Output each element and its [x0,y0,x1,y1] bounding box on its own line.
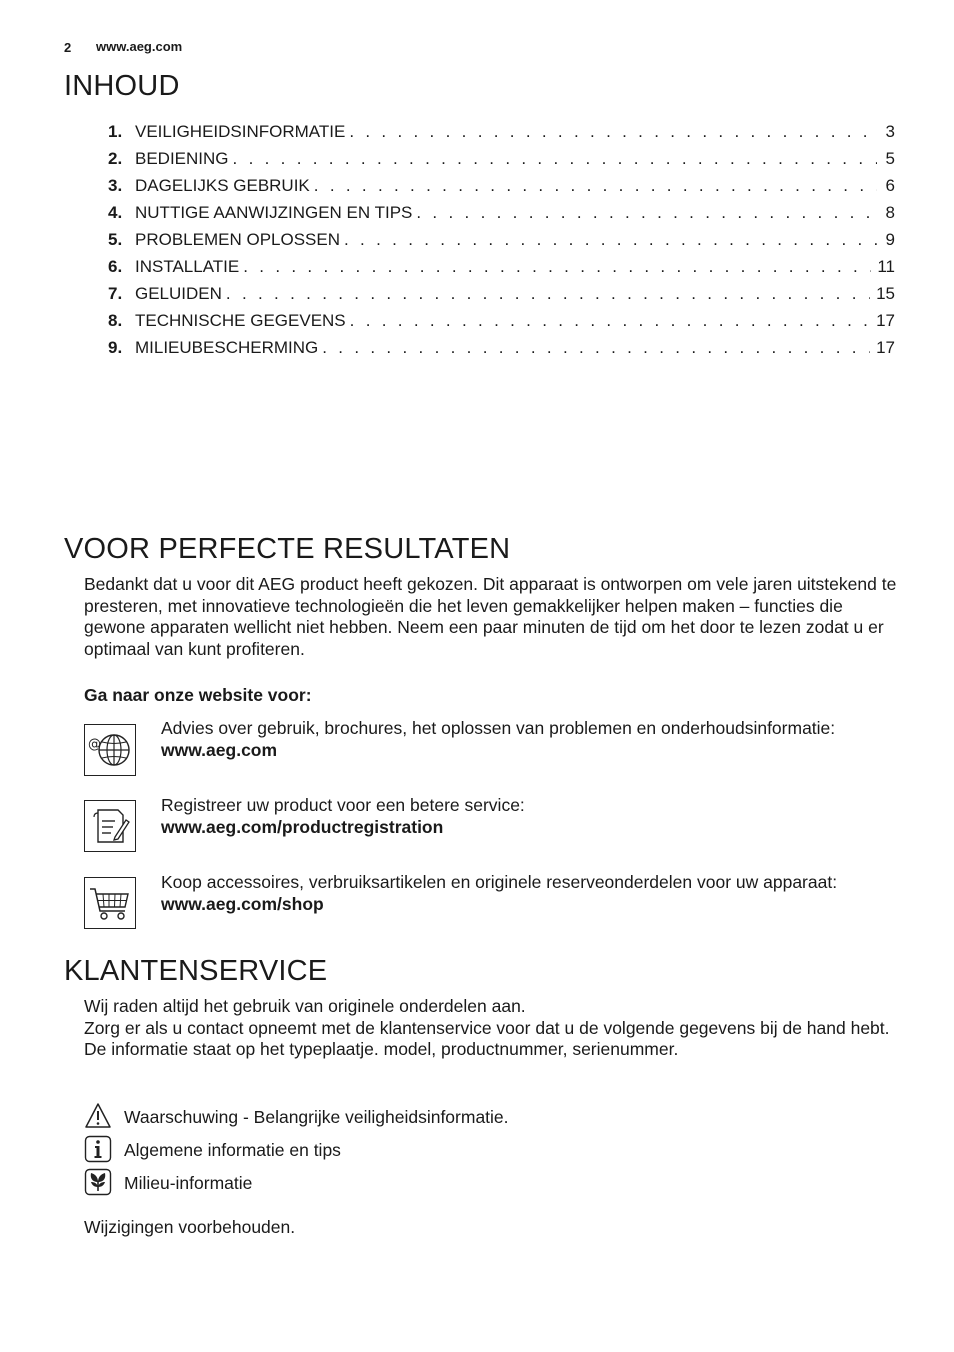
results-heading: VOOR PERFECTE RESULTATEN [64,533,511,565]
product-registration-link[interactable]: www.aeg.com/productregistration [161,816,444,837]
legend-environment-text: Milieu-informatie [124,1173,253,1193]
toc-page: 15 [876,284,895,303]
toc-number: 3. [108,176,123,195]
product-registration-text: Registreer uw product voor een betere service: [161,795,525,815]
toc-number: 9. [108,338,123,357]
service-heading: KLANTENSERVICE [64,955,328,987]
environment-icon [84,1168,112,1196]
registration-document-icon [84,800,136,852]
legend-warning-text: Waarschuwing - Belangrijke veiligheidsinformatie. [124,1107,509,1127]
website-support-link[interactable]: www.aeg.com [161,739,278,760]
toc-title: BEDIENING [135,149,229,168]
toc-row[interactable] [108,311,895,338]
toc-leader [350,311,870,331]
toc-number: 1. [108,122,123,141]
svg-text:@: @ [88,737,101,752]
shop-link[interactable]: www.aeg.com/shop [161,893,324,914]
service-line: Wij raden altijd het gebruik van originele onderdelen aan. [84,996,526,1016]
header-website[interactable]: www.aeg.com [96,39,183,54]
legend-info-text: Algemene informatie en tips [124,1140,341,1160]
info-icon [84,1135,112,1163]
toc-number: 2. [108,149,123,168]
changes-notice: Wijzigingen voorbehouden. [84,1217,296,1237]
table-of-contents [108,122,895,365]
toc-page: 8 [885,203,895,222]
toc-leader [314,176,877,196]
toc-page: 17 [876,311,895,330]
toc-page: 9 [885,230,895,249]
website-support-text: Advies over gebruik, brochures, het oplossen van problemen en onderhoudsinformatie: [161,718,836,738]
toc-row[interactable] [108,338,895,365]
toc-row[interactable] [108,284,895,311]
service-line: De informatie staat op het typeplaatje. model, productnummer, serienummer. [84,1039,679,1059]
service-paragraph [84,996,904,1061]
toc-number: 8. [108,311,123,330]
toc-title: TECHNISCHE GEGEVENS [135,311,346,330]
legend-warning [84,1102,684,1130]
toc-number: 4. [108,203,123,222]
toc-page: 3 [885,122,895,141]
toc-page: 6 [885,176,895,195]
toc-page: 5 [885,149,895,168]
toc-page: 11 [877,257,895,276]
toc-leader [349,122,877,142]
toc-page: 17 [876,338,895,357]
legend-environment [84,1168,684,1196]
toc-title: INSTALLATIE [135,257,240,276]
toc-row[interactable] [108,257,895,284]
toc-title: PROBLEMEN OPLOSSEN [135,230,341,249]
toc-row[interactable] [108,203,895,230]
legend-info [84,1135,684,1163]
toc-title: MILIEUBESCHERMING [135,338,319,357]
shop-text: Koop accessoires, verbruiksartikelen en originele reserveonderdelen voor uw apparaat: [161,872,838,892]
toc-leader [226,284,870,304]
contents-heading: INHOUD [64,70,180,102]
toc-number: 6. [108,257,123,276]
toc-leader [243,257,871,277]
intro-paragraph: Bedankt dat u voor dit AEG product heeft gekozen. Dit apparaat is ontworpen om vele jaren uitstekend te presteren, met innovatieve technologieën die het leven gemakkelijker helpen maken – functies die gewone apparaten wellicht niet hebben. Neem een paar minuten de tijd om het door te lezen zodat u er optimaal van kunt profiteren. [84,574,897,659]
page-number: 2 [64,40,72,55]
toc-leader [233,149,877,169]
toc-title: DAGELIJKS GEBRUIK [135,176,310,195]
toc-title: VEILIGHEIDSINFORMATIE [135,122,346,141]
toc-leader [416,203,877,223]
toc-title: NUTTIGE AANWIJZINGEN EN TIPS [135,203,413,222]
toc-title: GELUIDEN [135,284,222,303]
web-globe-icon [84,724,136,776]
toc-number: 7. [108,284,123,303]
service-line: Zorg er als u contact opneemt met de klantenservice voor dat u de volgende gegevens bij de hand hebt. [84,1017,890,1038]
toc-leader [322,338,870,358]
website-intro-label: Ga naar onze website voor: [84,685,312,705]
shopping-cart-icon [84,877,136,929]
toc-row[interactable] [108,230,895,257]
warning-triangle-icon [84,1102,112,1130]
toc-leader [344,230,877,250]
toc-row[interactable] [108,149,895,176]
toc-row[interactable] [108,122,895,149]
toc-row[interactable] [108,176,895,203]
toc-number: 5. [108,230,123,249]
